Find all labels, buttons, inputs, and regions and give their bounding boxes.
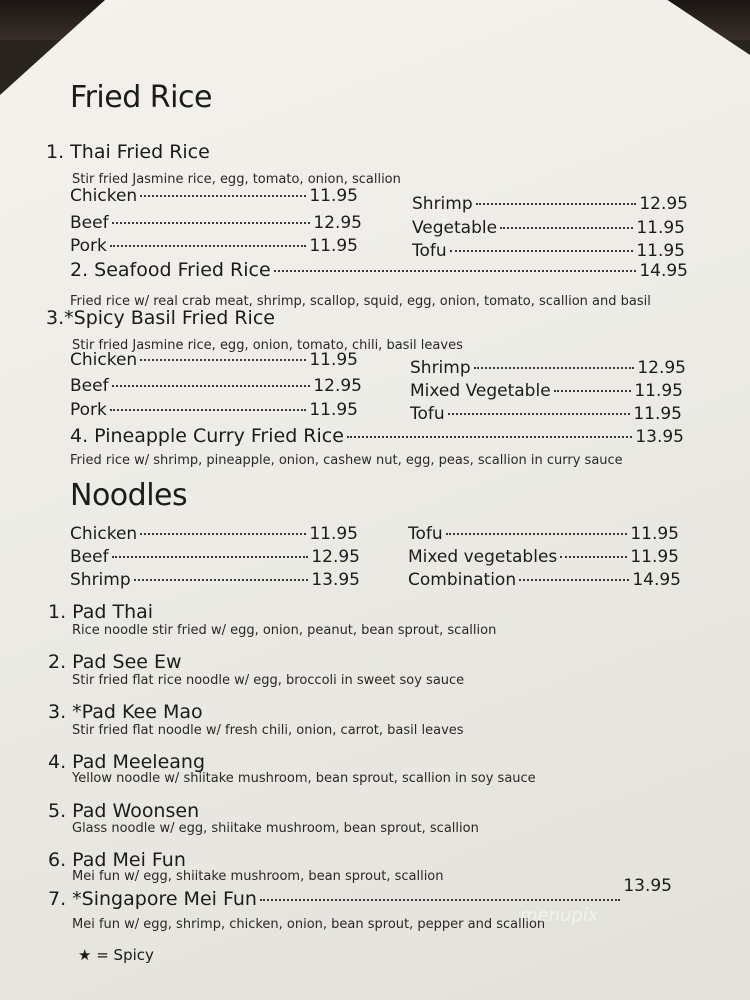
section-title-fried-rice: Fried Rice [70, 80, 212, 115]
price-row [70, 236, 358, 256]
price-row [410, 381, 683, 401]
menu-item-title: 5. Pad Woonsen [48, 800, 200, 822]
option-price: 11.95 [309, 524, 358, 544]
price-row [70, 186, 358, 206]
menu-item-description: Glass noodle w/ egg, shiitake mushroom, bean sprout, scallion [72, 821, 479, 836]
menu-item-price: 14.95 [639, 261, 688, 281]
option-price: 12.95 [639, 194, 688, 214]
price-row [412, 241, 685, 261]
menu-item-title: 2. Seafood Fried Rice [70, 259, 271, 281]
dot-leader [448, 413, 631, 415]
dot-leader [112, 556, 309, 558]
option-name: Tofu [410, 404, 445, 424]
dot-leader [450, 250, 634, 252]
price-row [410, 404, 682, 424]
menu-item-description: Stir fried Jasmine rice, egg, onion, tomato, chili, basil leaves [72, 338, 463, 353]
option-name: Pork [70, 236, 107, 256]
menu-item-description: Mei fun w/ egg, shiitake mushroom, bean sprout, scallion [72, 869, 444, 884]
menu-item-title: 7. *Singapore Mei Fun [48, 888, 257, 910]
option-price: 12.95 [637, 358, 686, 378]
dot-leader [474, 367, 635, 369]
option-price: 11.95 [309, 186, 358, 206]
dot-leader [112, 222, 311, 224]
price-row [70, 376, 362, 396]
dot-leader [560, 556, 627, 558]
price-row [70, 213, 362, 233]
price-row [408, 524, 679, 544]
menu-item-description: Mei fun w/ egg, shrimp, chicken, onion, bean sprout, pepper and scallion [72, 917, 546, 932]
price-row [70, 350, 358, 370]
price-row [408, 547, 679, 567]
option-name: Beef [70, 547, 109, 567]
option-price: 11.95 [636, 218, 685, 238]
price-row [412, 194, 688, 214]
menu-item-title: 6. Pad Mei Fun [48, 849, 186, 871]
option-price: 11.95 [309, 400, 358, 420]
dot-leader [110, 409, 306, 411]
spicy-legend: ★ = Spicy [78, 946, 154, 964]
option-name: Chicken [70, 350, 138, 370]
dot-leader [519, 579, 629, 581]
option-name: Vegetable [412, 218, 498, 238]
menu-item-description: Fried rice w/ real crab meat, shrimp, scallop, squid, egg, onion, tomato, scallion and basil [70, 294, 651, 309]
menu-item-title: 4. Pineapple Curry Fried Rice [70, 425, 344, 447]
option-price: 12.95 [311, 547, 360, 567]
price-row [410, 358, 686, 378]
menu-item-title: 1. Thai Fried Rice [46, 141, 210, 163]
section-title-noodles: Noodles [70, 478, 188, 513]
dot-leader [110, 245, 306, 247]
dot-leader [554, 390, 632, 392]
dot-leader [476, 203, 637, 205]
option-price: 11.95 [309, 236, 358, 256]
option-name: Tofu [408, 524, 443, 544]
dot-leader [112, 385, 311, 387]
menu-item-title: 4. Pad Meeleang [48, 751, 206, 773]
option-name: Shrimp [410, 358, 471, 378]
dot-leader [140, 359, 306, 361]
option-name: Chicken [70, 524, 138, 544]
menu-item-price: 13.95 [635, 427, 684, 447]
option-name: Shrimp [70, 570, 131, 590]
dot-leader [134, 579, 309, 581]
option-price: 11.95 [634, 381, 683, 401]
menu-item-title: 1. Pad Thai [48, 601, 154, 623]
option-name: Mixed vegetables [408, 547, 558, 567]
option-price: 14.95 [632, 570, 681, 590]
option-name: Combination [408, 570, 517, 590]
option-price: 11.95 [636, 241, 685, 261]
menu-item-description: Stir fried flat noodle w/ fresh chili, onion, carrot, basil leaves [72, 723, 464, 738]
dot-leader [347, 436, 632, 438]
dot-leader [446, 533, 628, 535]
option-price: 11.95 [633, 404, 682, 424]
menu-item-row [70, 425, 684, 447]
option-price: 11.95 [630, 547, 679, 567]
option-name: Chicken [70, 186, 138, 206]
option-name: Tofu [412, 241, 447, 261]
price-row [412, 218, 685, 238]
option-name: Beef [70, 376, 109, 396]
watermark-logo: menupix [520, 905, 599, 926]
price-row [70, 524, 358, 544]
option-name: Shrimp [412, 194, 473, 214]
option-name: Mixed Vegetable [410, 381, 551, 401]
price-row [408, 570, 681, 590]
option-price: 12.95 [313, 376, 362, 396]
dot-leader [140, 533, 306, 535]
menu-item-description: Yellow noodle w/ shiitake mushroom, bean sprout, scallion in soy sauce [72, 771, 536, 786]
price-row [70, 570, 360, 590]
menu-item-row [70, 259, 688, 281]
option-name: Pork [70, 400, 107, 420]
menu-item-description: Rice noodle stir fried w/ egg, onion, peanut, bean sprout, scallion [72, 623, 497, 638]
menu-item-description: Fried rice w/ shrimp, pineapple, onion, cashew nut, egg, peas, scallion in curry sauce [70, 453, 623, 468]
menu-item-description: Stir fried flat rice noodle w/ egg, broccoli in sweet soy sauce [72, 673, 465, 688]
menu-item-description: Stir fried Jasmine rice, egg, tomato, onion, scallion [72, 172, 401, 187]
dot-leader [140, 195, 306, 197]
dot-leader [260, 899, 620, 901]
option-price: 11.95 [630, 524, 679, 544]
menu-item-price: 13.95 [623, 876, 672, 896]
option-price: 13.95 [311, 570, 360, 590]
option-price: 11.95 [309, 350, 358, 370]
option-price: 12.95 [313, 213, 362, 233]
menu-item-title: 3. *Pad Kee Mao [48, 701, 203, 723]
option-name: Beef [70, 213, 109, 233]
price-row [70, 400, 358, 420]
dot-leader [274, 270, 637, 272]
price-row [70, 547, 360, 567]
menu-item-title: 2. Pad See Ew [48, 651, 182, 673]
menu-item-title: 3.*Spicy Basil Fried Rice [46, 307, 275, 329]
dot-leader [500, 227, 633, 229]
